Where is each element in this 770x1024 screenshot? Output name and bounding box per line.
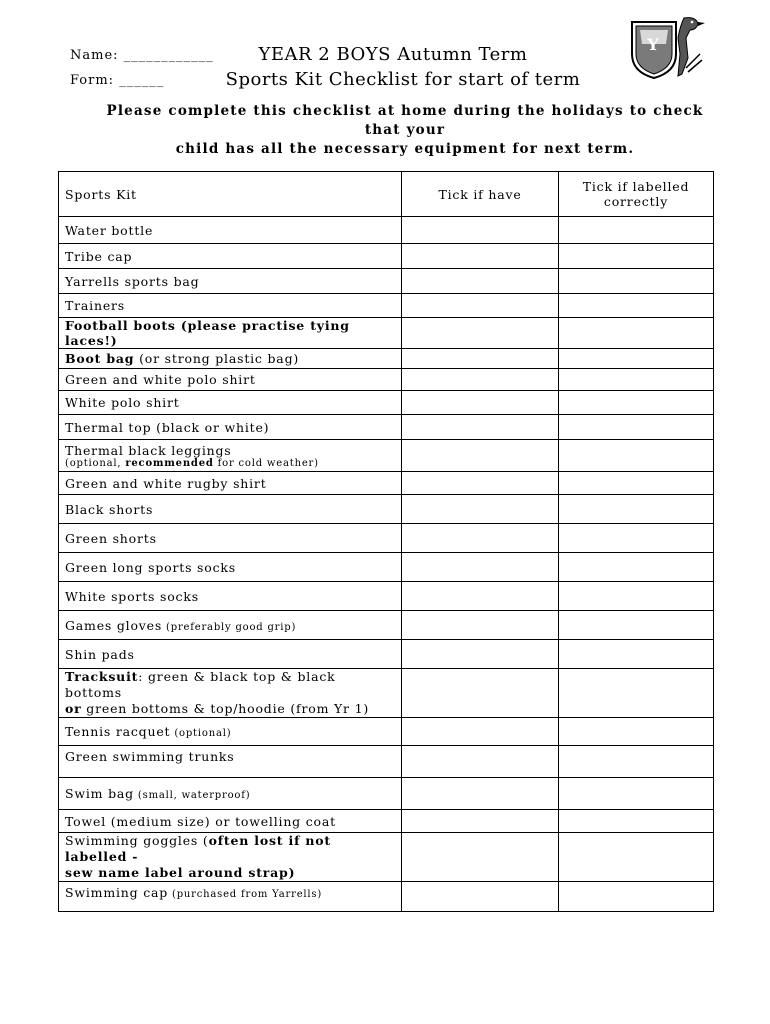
tick-if-labelled-cell[interactable]: [559, 415, 714, 440]
table-row: [59, 318, 714, 349]
item-label-text: Swimming goggles (: [65, 833, 209, 848]
item-label: White polo shirt: [59, 391, 402, 415]
item-label-line-1: [65, 833, 395, 865]
item-label-note: (optional): [170, 728, 232, 739]
tick-if-have-cell[interactable]: [402, 369, 559, 391]
tick-if-have-cell[interactable]: [402, 217, 559, 244]
item-label-bold: or: [65, 701, 82, 716]
tick-if-have-cell[interactable]: [402, 746, 559, 778]
instructions-line-1: Please complete this checklist at home during the holidays to check that your: [106, 103, 704, 138]
table-row: [59, 391, 714, 415]
note-text: for cold weather): [213, 457, 319, 469]
table-row: [59, 269, 714, 294]
item-label: Water bottle: [59, 217, 402, 244]
item-label-note: (or strong plastic bag): [134, 351, 300, 366]
item-label: [59, 718, 402, 746]
item-label-bold: Tracksuit: [65, 669, 139, 684]
table-row: [59, 882, 714, 912]
tick-if-have-cell[interactable]: [402, 294, 559, 318]
item-label-main: Swim bag: [65, 786, 134, 801]
tick-if-have-cell[interactable]: [402, 718, 559, 746]
tick-if-have-cell[interactable]: [402, 524, 559, 553]
table-row: [59, 810, 714, 833]
table-row: [59, 582, 714, 611]
table-header-row: [59, 172, 714, 217]
tick-if-labelled-cell[interactable]: [559, 294, 714, 318]
tick-if-have-cell[interactable]: [402, 582, 559, 611]
table-row: [59, 244, 714, 269]
note-text: (optional,: [65, 457, 126, 469]
tick-if-have-cell[interactable]: [402, 495, 559, 524]
item-label: Yarrells sports bag: [59, 269, 402, 294]
item-label: [59, 611, 402, 640]
name-field[interactable]: Name: ____________: [70, 48, 214, 63]
table-row: [59, 833, 714, 882]
tick-if-have-cell[interactable]: [402, 833, 559, 882]
item-label: Towel (medium size) or towelling coat: [59, 810, 402, 833]
tick-if-labelled-cell[interactable]: [559, 495, 714, 524]
tick-if-labelled-cell[interactable]: [559, 669, 714, 718]
tick-if-labelled-cell[interactable]: [559, 369, 714, 391]
item-label: [59, 882, 402, 912]
tick-if-have-cell[interactable]: [402, 415, 559, 440]
item-label-line-2: sew name label around strap): [65, 865, 296, 880]
instructions-line-2: child has all the necessary equipment for next term.: [175, 141, 635, 157]
item-label-main: Games gloves: [65, 617, 163, 633]
table-row: [59, 553, 714, 582]
item-label: [59, 349, 402, 369]
tick-if-labelled-cell[interactable]: [559, 810, 714, 833]
tick-if-labelled-cell[interactable]: [559, 217, 714, 244]
form-field[interactable]: Form: ______: [70, 73, 165, 88]
tick-if-labelled-cell[interactable]: [559, 553, 714, 582]
school-crest-logo: [626, 14, 706, 80]
item-label-line-2: [65, 701, 395, 717]
column-header-sports-kit: Sports Kit: [59, 172, 402, 217]
item-label-bold: often lost if not labelled -: [65, 833, 332, 864]
item-label-text: green bottoms & top/hoodie (from Yr 1): [81, 701, 370, 716]
table-row: [59, 669, 714, 718]
item-label: [59, 833, 402, 882]
item-label: [59, 669, 402, 718]
table-row: [59, 349, 714, 369]
tick-if-labelled-cell[interactable]: [559, 778, 714, 810]
item-label: Green and white rugby shirt: [59, 472, 402, 495]
item-label: Black shorts: [59, 495, 402, 524]
item-label: Green swimming trunks: [59, 746, 402, 778]
tick-if-labelled-cell[interactable]: [559, 524, 714, 553]
logo-letter: Y: [647, 35, 659, 54]
item-label-main: Swimming cap: [65, 885, 169, 900]
page-title: YEAR 2 BOYS Autumn Term: [258, 44, 528, 65]
tick-if-labelled-cell[interactable]: [559, 611, 714, 640]
item-label-main: Tennis racquet: [65, 724, 171, 739]
tick-if-have-cell[interactable]: [402, 611, 559, 640]
table-row: [59, 294, 714, 318]
tick-if-have-cell[interactable]: [402, 669, 559, 718]
tick-if-labelled-cell[interactable]: [559, 349, 714, 369]
column-header-tick-if-have: Tick if have: [402, 172, 559, 217]
table-row: [59, 440, 714, 472]
tick-if-labelled-cell[interactable]: [559, 391, 714, 415]
note-emphasis: recommended: [125, 457, 214, 469]
item-label: Green shorts: [59, 524, 402, 553]
item-label: [59, 778, 402, 810]
page-subtitle: Sports Kit Checklist for start of term: [225, 69, 581, 90]
tick-if-have-cell[interactable]: [402, 472, 559, 495]
table-row: [59, 415, 714, 440]
item-label: Trainers: [59, 294, 402, 318]
tick-if-labelled-cell[interactable]: [559, 882, 714, 912]
tick-if-labelled-cell[interactable]: [559, 718, 714, 746]
tick-if-have-cell[interactable]: [402, 391, 559, 415]
table-row: [59, 369, 714, 391]
item-label-text: : green & black top & black bottoms: [65, 669, 336, 700]
tick-if-have-cell[interactable]: [402, 778, 559, 810]
item-label-note: (preferably good grip): [162, 621, 297, 633]
tick-if-labelled-cell[interactable]: [559, 746, 714, 778]
item-label-line-1: [65, 669, 395, 701]
item-label-bold: Boot bag: [65, 351, 135, 366]
table-row: [59, 217, 714, 244]
item-label: Football boots (please practise tying laces!): [59, 318, 402, 349]
instructions: [90, 102, 720, 159]
table-row: [59, 495, 714, 524]
tick-if-labelled-cell[interactable]: [559, 244, 714, 269]
tick-if-have-cell[interactable]: [402, 244, 559, 269]
tick-if-labelled-cell[interactable]: [559, 440, 714, 472]
item-label-main: Thermal black leggings: [65, 442, 232, 458]
tick-if-have-cell[interactable]: [402, 810, 559, 833]
tick-if-labelled-cell[interactable]: [559, 269, 714, 294]
table-row: [59, 778, 714, 810]
tick-if-have-cell[interactable]: [402, 349, 559, 369]
tick-if-have-cell[interactable]: [402, 882, 559, 912]
table-row: [59, 611, 714, 640]
item-label: Tribe cap: [59, 244, 402, 269]
tick-if-have-cell[interactable]: [402, 553, 559, 582]
item-label-note: (purchased from Yarrells): [168, 889, 323, 900]
table-row: [59, 472, 714, 495]
table-row: [59, 746, 714, 778]
item-label: White sports socks: [59, 582, 402, 611]
item-label: Green long sports socks: [59, 553, 402, 582]
tick-if-labelled-cell[interactable]: [559, 640, 714, 669]
tick-if-have-cell[interactable]: [402, 440, 559, 472]
item-label-note: [65, 458, 395, 469]
table-row: [59, 640, 714, 669]
item-label: Shin pads: [59, 640, 402, 669]
sports-kit-table: [58, 171, 714, 912]
tick-if-have-cell[interactable]: [402, 640, 559, 669]
table-row: [59, 524, 714, 553]
tick-if-have-cell[interactable]: [402, 318, 559, 349]
item-label: Thermal top (black or white): [59, 415, 402, 440]
tick-if-labelled-cell[interactable]: [559, 472, 714, 495]
tick-if-labelled-cell[interactable]: [559, 582, 714, 611]
item-label: Green and white polo shirt: [59, 369, 402, 391]
table-row: [59, 718, 714, 746]
column-header-tick-if-labelled: Tick if labelled correctly: [559, 172, 714, 217]
item-label: [59, 440, 402, 472]
tick-if-labelled-cell[interactable]: [559, 833, 714, 882]
tick-if-have-cell[interactable]: [402, 269, 559, 294]
tick-if-labelled-cell[interactable]: [559, 318, 714, 349]
item-label-note: (small, waterproof): [133, 790, 251, 801]
